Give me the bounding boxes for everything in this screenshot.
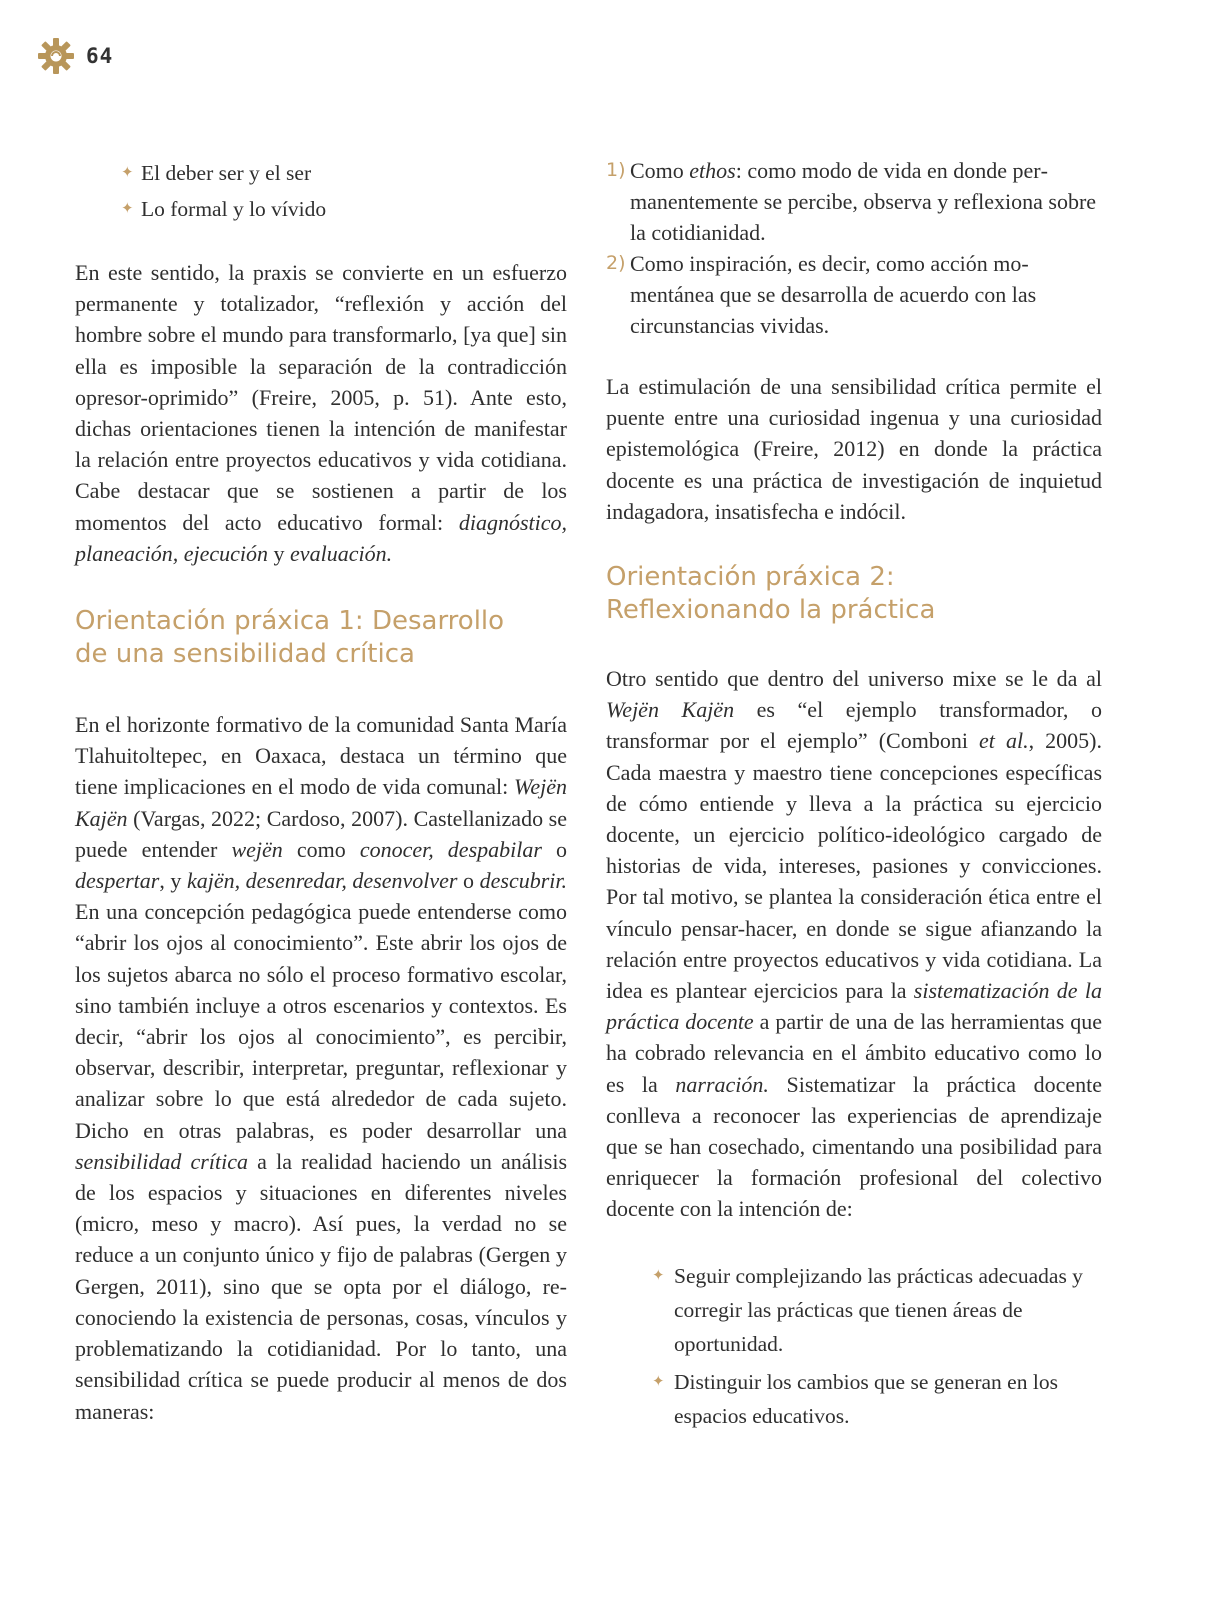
page-header (36, 36, 113, 76)
paragraph: En este sentido, la praxis se convierte en un esfuerzo permanente y totalizador, “reflexión y acción del hombre sobre el mundo para transformarlo, [ya que] sin ella es imposible la separación de la contradicción opresor-oprimido” (Freire, 2005, p. 51). Ante esto, dichas orientaciones tienen la intención de manifestar la relación entre proyectos educativos y vida cotidiana. Cabe destacar que se sostienen a partir de los momentos del acto educativo formal: diagnóstico, planeación, ejecución y evaluación. (75, 260, 567, 566)
paragraph: La estimulación de una sensibilidad crítica permite el puente entre una curiosidad ingenua y una curiosidad epistemológica (Freire, 2012) en donde la práctica docente es una práctica de investigación de inquietud indagadora, insatisfecha e indócil. (606, 374, 1102, 524)
section-heading: Orientación práxica 1: Desarrollo de una sensibilidad crítica (75, 606, 505, 670)
right-bullet-list (652, 1259, 1100, 1433)
diamond-bullet-icon: ✦ (652, 1373, 665, 1390)
right-column (606, 155, 1102, 1433)
page-number: 64 (86, 44, 114, 68)
list-item: ✦ Distinguir los cambios que se generan en los espacios educativos. (652, 1365, 1100, 1433)
section-heading: Orientación práxica 2: Reflexionando la práctica (606, 562, 936, 626)
diamond-bullet-icon: ✦ (121, 165, 134, 181)
left-column (75, 155, 567, 1427)
list-item: 2) Como inspiración, es decir, como acción momentánea que se desarrolla de acuerdo con las circunstancias vividas. (606, 251, 1037, 338)
list-item: ✦ Seguir complejizando las prácticas adecuadas y corregir las prácticas que tienen áreas de oportunidad. (652, 1259, 1100, 1361)
gear-sun-logo-icon (36, 36, 76, 76)
paragraph: En el horizonte formativo de la comunidad Santa María Tlahuitoltepec, en Oaxaca, destaca un término que tiene implicaciones en el modo de vida comunal: Wejën Kajën (Vargas, 2022; Cardoso, 2007). Castellanizado se puede entender wejën como conocer, despabilar o despertar, y kajën, desenredar, desenvolver o descubrir. En una concepción pedagógica puede entenderse como “abrir los ojos al conocimiento”. Este abrir los ojos de los sujetos abarca no sólo el proceso formativo escolar, sino también incluye a otros escenarios y contextos. Es decir, “abrir los ojos al conocimiento”, es percibir, observar, describir, interpretar, preguntar, reflexionar y analizar sobre lo que está alrededor de cada sujeto. Dicho en otras palabras, es poder desarrollar una sensibilidad crítica a la realidad haciendo un análisis de los espacios y situaciones en diferentes niveles (micro, meso y macro). Así pues, la verdad no se reduce a un conjunto único y fijo de palabras (Gergen y Gergen, 2011), sino que se opta por el diálogo, reconociendo la existencia de personas, cosas, vínculos y problematizando la cotidianidad. Por lo tanto, una sensibilidad crítica se puede producir al menos de dos maneras: (75, 712, 568, 1424)
list-item: 1) Como ethos: como modo de vida en donde permanentemente se percibe, observa y reflexiona sobre la cotidianidad. (606, 158, 1097, 245)
numbered-list (606, 155, 1102, 341)
paragraph: Otro sentido que dentro del universo mixe se le da al Wejën Kajën es “el ejemplo transformador, o transformar por el ejemplo” (Comboni et al., 2005). Cada maestra y maestro tiene concepciones específicas de cómo entiende y lleva a la práctica su ejercicio docente, un ejercicio político-ideológico cargado de historias de vida, intereses, pasiones y convicciones. Por tal motivo, se plantea la consideración ética entre el vínculo pensar-hacer, en donde se sigue afianzando la relación entre proyectos educativos y vida cotidiana. La idea es plantear ejercicios para la sistematización de la práctica docente a partir de una de las herramientas que ha cobrado relevancia en el ámbito educativo como lo es la narración. Sistematizar la práctica docente conlleva a reconocer las experiencias de aprendizaje que se han cosechado, cimentando una posibilidad para enriquecer la formación profesional del colectivo docente con la intención de: (606, 666, 1103, 1222)
list-item: ✦ Lo formal y lo vívido (121, 191, 541, 227)
list-item: ✦ El deber ser y el ser (121, 155, 541, 191)
diamond-bullet-icon: ✦ (121, 201, 134, 217)
diamond-bullet-icon: ✦ (652, 1267, 665, 1284)
left-bullet-list (121, 155, 541, 227)
